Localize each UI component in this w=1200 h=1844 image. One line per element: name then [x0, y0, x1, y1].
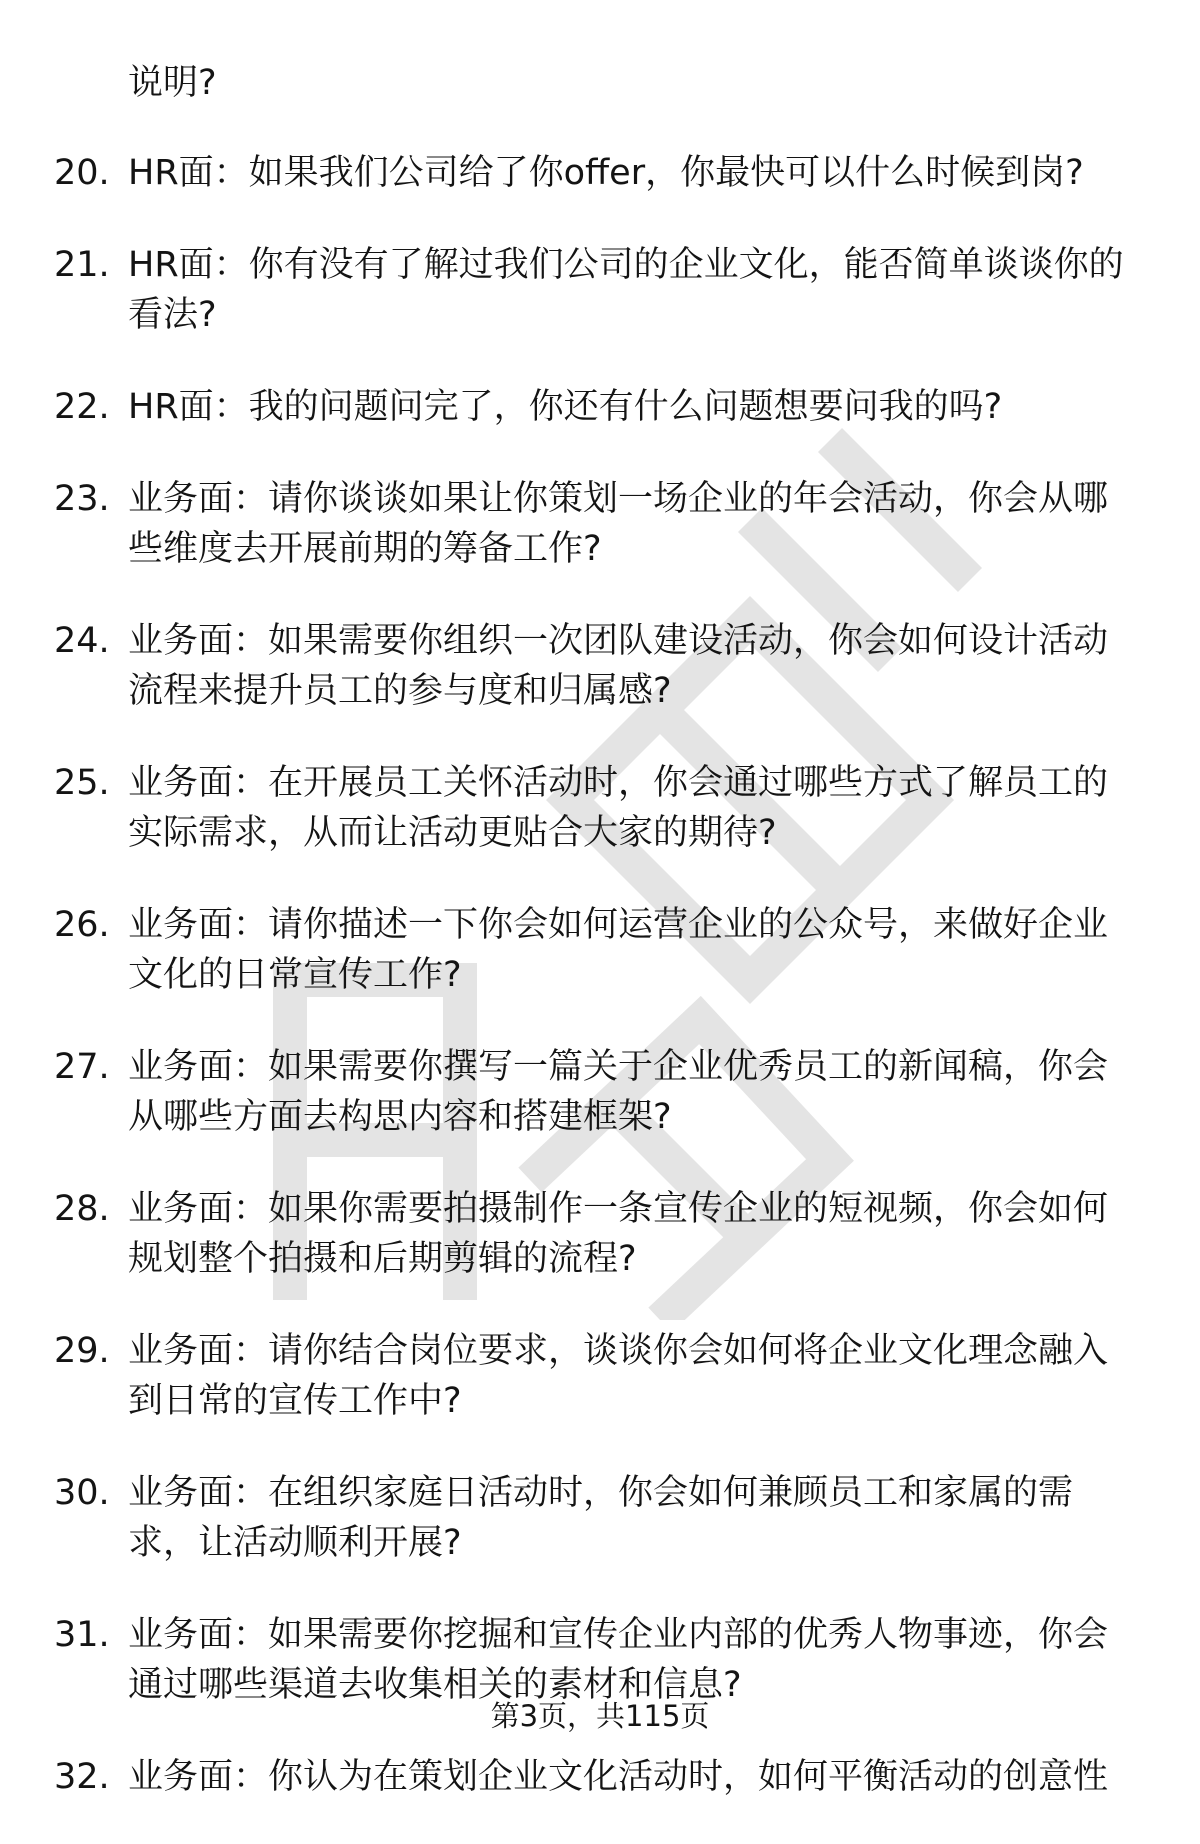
question-item: [0, 1610, 1200, 1710]
question-text: [128, 382, 1158, 432]
question-text: [128, 1468, 1158, 1568]
question-line: 业务面：在组织家庭日活动时，你会如何兼顾员工和家属的需: [128, 1473, 1074, 1513]
question-number: 31.: [54, 1615, 110, 1655]
question-line: 实际需求，从而让活动更贴合大家的期待?: [128, 813, 777, 853]
question-text: [128, 900, 1158, 1000]
question-text: [128, 1752, 1158, 1802]
question-number: 27.: [54, 1047, 110, 1087]
question-list: [0, 148, 1200, 1844]
question-line: 业务面：如果需要你组织一次团队建设活动，你会如何设计活动: [128, 621, 1109, 661]
question-number: 20.: [54, 153, 110, 193]
question-number: 30.: [54, 1473, 110, 1513]
question-number: 23.: [54, 479, 110, 519]
question-number: 32.: [54, 1757, 110, 1797]
question-line: 业务面：在开展员工关怀活动时，你会通过哪些方式了解员工的: [128, 763, 1109, 803]
question-item: [0, 1468, 1200, 1568]
continuation-text: 说明?: [128, 63, 217, 103]
question-line: 通过哪些渠道去收集相关的素材和信息?: [128, 1665, 742, 1705]
question-line: 业务面：你认为在策划企业文化活动时，如何平衡活动的创意性: [128, 1757, 1109, 1797]
question-item: [0, 1184, 1200, 1284]
question-line: 业务面：如果需要你挖掘和宣传企业内部的优秀人物事迹，你会: [128, 1615, 1109, 1655]
question-text: [128, 758, 1158, 858]
question-number: 29.: [54, 1331, 110, 1371]
question-line: 看法?: [128, 295, 217, 335]
question-line: 业务面：如果你需要拍摄制作一条宣传企业的短视频，你会如何: [128, 1189, 1109, 1229]
question-item: [0, 382, 1200, 432]
question-item: [0, 240, 1200, 340]
question-item: [0, 758, 1200, 858]
question-item: [0, 148, 1200, 198]
question-number: 25.: [54, 763, 110, 803]
question-number: 28.: [54, 1189, 110, 1229]
question-text: [128, 616, 1158, 716]
question-item: [0, 900, 1200, 1000]
question-line: 文化的日常宣传工作?: [128, 955, 462, 995]
question-item: [0, 1042, 1200, 1142]
question-item: [0, 1752, 1200, 1802]
question-line: 业务面：请你描述一下你会如何运营企业的公众号，来做好企业: [128, 905, 1109, 945]
question-line: 业务面：请你谈谈如果让你策划一场企业的年会活动，你会从哪: [128, 479, 1109, 519]
question-text: [128, 474, 1158, 574]
question-text: [128, 1184, 1158, 1284]
question-text: [128, 1042, 1158, 1142]
question-item: [0, 474, 1200, 574]
question-item: [0, 1326, 1200, 1426]
question-text: [128, 240, 1158, 340]
question-number: 21.: [54, 245, 110, 285]
question-line: 从哪些方面去构思内容和搭建框架?: [128, 1097, 672, 1137]
question-item: [0, 616, 1200, 716]
question-line: HR面：如果我们公司给了你offer，你最快可以什么时候到岗?: [128, 153, 1084, 193]
question-text: [128, 1326, 1158, 1426]
question-number: 24.: [54, 621, 110, 661]
question-text: [128, 1610, 1158, 1710]
question-line: 业务面：请你结合岗位要求，谈谈你会如何将企业文化理念融入: [128, 1331, 1109, 1371]
question-line: HR面：我的问题问完了，你还有什么问题想要问我的吗?: [128, 387, 1003, 427]
question-line: 到日常的宣传工作中?: [128, 1381, 462, 1421]
question-line: 些维度去开展前期的筹备工作?: [128, 529, 602, 569]
question-text: [128, 148, 1158, 198]
question-line: 求，让活动顺利开展?: [128, 1523, 462, 1563]
question-line: 业务面：如果需要你撰写一篇关于企业优秀员工的新闻稿，你会: [128, 1047, 1109, 1087]
question-line: 规划整个拍摄和后期剪辑的流程?: [128, 1239, 637, 1279]
question-line: HR面：你有没有了解过我们公司的企业文化，能否简单谈谈你的: [128, 245, 1124, 285]
question-line: 流程来提升员工的参与度和归属感?: [128, 671, 672, 711]
question-number: 26.: [54, 905, 110, 945]
question-number: 22.: [54, 387, 110, 427]
page-footer: 第3页，共115页: [490, 1699, 710, 1733]
